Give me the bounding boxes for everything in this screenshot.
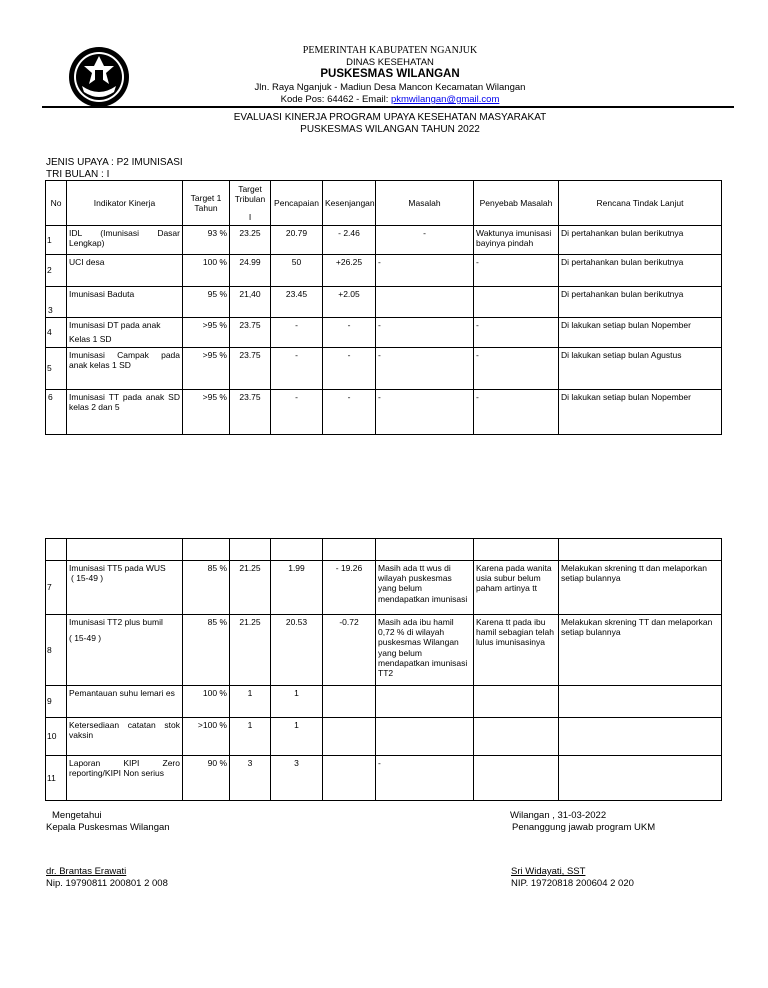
cell-no: 6 bbox=[46, 390, 67, 435]
cell-rencana bbox=[559, 686, 722, 718]
header-pencapaian: Pencapaian bbox=[271, 181, 323, 226]
cell-penyebab bbox=[474, 718, 559, 756]
table-row bbox=[46, 686, 722, 718]
cell-target: >100 % bbox=[183, 718, 230, 756]
cell-indikator bbox=[67, 318, 183, 348]
cell-kesenjangan: - 2.46 bbox=[323, 226, 376, 255]
cell-indikator: Imunisasi TT pada anak SD kelas 2 dan 5 bbox=[67, 390, 183, 435]
cell-penyebab bbox=[474, 287, 559, 318]
table-row bbox=[46, 561, 722, 615]
cell-masalah: - bbox=[376, 226, 474, 255]
cell-masalah bbox=[376, 718, 474, 756]
cell-kesenjangan bbox=[323, 718, 376, 756]
cell-tribulan: 23.75 bbox=[230, 390, 271, 435]
cell-target: 100 % bbox=[183, 686, 230, 718]
cell-pencapaian: 20.53 bbox=[271, 615, 323, 686]
header-puskesmas: PUSKESMAS WILANGAN bbox=[320, 68, 460, 80]
cell-kesenjangan bbox=[323, 686, 376, 718]
cell-no: 3 bbox=[46, 287, 67, 318]
table-row bbox=[46, 318, 722, 348]
cell-pencapaian: 23.45 bbox=[271, 287, 323, 318]
header-rencana: Rencana Tindak Lanjut bbox=[559, 181, 722, 226]
cell-penyebab: - bbox=[474, 348, 559, 390]
cell-indikator: UCI desa bbox=[67, 255, 183, 287]
cell-indikator: Ketersediaan catatan stok vaksin bbox=[67, 718, 183, 756]
cell-rencana: Di pertahankan bulan berikutnya bbox=[559, 287, 722, 318]
tri-bulan: TRI BULAN : I bbox=[46, 169, 110, 180]
cell-pencapaian: 1.99 bbox=[271, 561, 323, 615]
evaluation-table-part2 bbox=[45, 538, 722, 801]
cell-penyebab bbox=[474, 756, 559, 801]
cell-tribulan: 1 bbox=[230, 686, 271, 718]
cell-kesenjangan: +2.05 bbox=[323, 287, 376, 318]
cell-tribulan: 23.75 bbox=[230, 318, 271, 348]
cell-masalah: - bbox=[376, 255, 474, 287]
cell-indikator: IDL (Imunisasi Dasar Lengkap) bbox=[67, 226, 183, 255]
cell-tribulan: 23.75 bbox=[230, 348, 271, 390]
cell-pencapaian: 50 bbox=[271, 255, 323, 287]
header-address: Jln. Raya Nganjuk - Madiun Desa Mancon Kecamatan Wilangan bbox=[254, 82, 526, 93]
cell-kesenjangan: - 19.26 bbox=[323, 561, 376, 615]
cell-kesenjangan: +26.25 bbox=[323, 255, 376, 287]
table-row bbox=[46, 615, 722, 686]
table-row bbox=[46, 287, 722, 318]
cell-masalah: - bbox=[376, 756, 474, 801]
cell-tribulan: 21.25 bbox=[230, 615, 271, 686]
cell-indikator: Laporan KIPI Zero reporting/KIPI Non serius bbox=[67, 756, 183, 801]
kabupaten-emblem-logo bbox=[68, 46, 130, 108]
cell-target: 93 % bbox=[183, 226, 230, 255]
header-target-tribulan-sub: I bbox=[248, 212, 252, 223]
cell-penyebab: - bbox=[474, 318, 559, 348]
cell-no: 4 bbox=[46, 318, 67, 348]
cell-indikator-line1: Imunisasi DT pada anak bbox=[69, 320, 161, 330]
cell-rencana: Melakukan skrening tt dan melaporkan setiap bulannya bbox=[559, 561, 722, 615]
cell-kesenjangan: - bbox=[323, 390, 376, 435]
cell-penyebab: Karena tt pada ibu hamil sebagian telah lulus imunisasinya bbox=[474, 615, 559, 686]
header-government: PEMERINTAH KABUPATEN NGANJUK bbox=[302, 45, 478, 56]
header-divider bbox=[42, 106, 734, 108]
cell-pencapaian: 1 bbox=[271, 686, 323, 718]
cell-indikator: Imunisasi Campak pada anak kelas 1 SD bbox=[67, 348, 183, 390]
table-row bbox=[46, 255, 722, 287]
cell-pencapaian: 3 bbox=[271, 756, 323, 801]
header-no: No bbox=[46, 181, 67, 226]
evaluation-table-part1 bbox=[45, 180, 722, 435]
table-row bbox=[46, 226, 722, 255]
sign-left-title: Kepala Puskesmas Wilangan bbox=[46, 822, 170, 833]
sign-right-title: Penanggung jawab program UKM bbox=[512, 822, 656, 833]
cell-pencapaian: - bbox=[271, 318, 323, 348]
cell-pencapaian: 20.79 bbox=[271, 226, 323, 255]
cell-indikator bbox=[67, 615, 183, 686]
cell-indikator-line2: ( 15-49 ) bbox=[71, 573, 104, 584]
cell-masalah: Masih ada tt wus di wilayah puskesmas yang belum mendapatkan imunisasi bbox=[376, 561, 474, 615]
header-masalah: Masalah bbox=[376, 181, 474, 226]
cell-pencapaian: - bbox=[271, 348, 323, 390]
cell-tribulan: 23.25 bbox=[230, 226, 271, 255]
cell-kesenjangan: - bbox=[323, 348, 376, 390]
table-header-row bbox=[46, 181, 722, 226]
report-subtitle: PUSKESMAS WILANGAN TAHUN 2022 bbox=[300, 124, 480, 135]
cell-penyebab: Waktunya imunisasi bayinya pindah bbox=[474, 226, 559, 255]
cell-penyebab bbox=[474, 686, 559, 718]
cell-rencana bbox=[559, 718, 722, 756]
cell-target: >95 % bbox=[183, 390, 230, 435]
sign-right-nip: NIP. 19720818 200604 2 020 bbox=[511, 878, 634, 889]
cell-masalah: - bbox=[376, 348, 474, 390]
cell-tribulan: 21,40 bbox=[230, 287, 271, 318]
cell-no: 11 bbox=[46, 756, 67, 801]
cell-no: 8 bbox=[46, 615, 67, 686]
header-contact bbox=[190, 94, 590, 105]
sign-right-name: Sri Widayati, SST bbox=[511, 866, 586, 877]
cell-rencana: Di lakukan setiap bulan Nopember bbox=[559, 318, 722, 348]
cell-tribulan: 1 bbox=[230, 718, 271, 756]
cell-masalah: - bbox=[376, 318, 474, 348]
cell-masalah: Masih ada ibu hamil 0,72 % di wilayah puskesmas Wilangan yang belum mendapatkan imunisasi TT2 bbox=[376, 615, 474, 686]
cell-penyebab: Karena pada wanita usia subur belum paham artinya tt bbox=[474, 561, 559, 615]
sign-left-mengetahui: Mengetahui bbox=[52, 810, 102, 821]
sign-right-date: Wilangan , 31-03-2022 bbox=[510, 810, 607, 821]
cell-no: 5 bbox=[46, 348, 67, 390]
table-row bbox=[46, 390, 722, 435]
cell-kesenjangan: -0.72 bbox=[323, 615, 376, 686]
header-postal: Kode Pos: 64462 - Email: bbox=[280, 94, 391, 105]
report-title: EVALUASI KINERJA PROGRAM UPAYA KESEHATAN MASYARAKAT bbox=[233, 112, 547, 123]
cell-penyebab: - bbox=[474, 390, 559, 435]
cell-target: >95 % bbox=[183, 348, 230, 390]
cell-indikator: Pemantauan suhu lemari es bbox=[67, 686, 183, 718]
cell-no: 9 bbox=[46, 686, 67, 718]
cell-target: 85 % bbox=[183, 561, 230, 615]
header-target-tribulan-label: Target Tribulan bbox=[234, 183, 266, 204]
header-kesenjangan: Kesenjangan bbox=[323, 181, 376, 226]
cell-no: 10 bbox=[46, 718, 67, 756]
cell-rencana: Di lakukan setiap bulan Nopember bbox=[559, 390, 722, 435]
cell-rencana: Di pertahankan bulan berikutnya bbox=[559, 226, 722, 255]
cell-target: 90 % bbox=[183, 756, 230, 801]
cell-no: 7 bbox=[46, 561, 67, 615]
cell-target: >95 % bbox=[183, 318, 230, 348]
table-empty-row bbox=[46, 539, 722, 561]
table-row bbox=[46, 718, 722, 756]
header-penyebab: Penyebab Masalah bbox=[474, 181, 559, 226]
sign-left-nip: Nip. 19790811 200801 2 008 bbox=[46, 878, 168, 889]
cell-no: 2 bbox=[46, 255, 67, 287]
sign-left-name: dr. Brantas Erawati bbox=[46, 866, 127, 877]
cell-pencapaian: 1 bbox=[271, 718, 323, 756]
cell-kesenjangan: - bbox=[323, 318, 376, 348]
cell-indikator-line1: Imunisasi TT5 pada WUS bbox=[69, 563, 166, 573]
cell-target: 85 % bbox=[183, 615, 230, 686]
table-row bbox=[46, 756, 722, 801]
cell-target: 95 % bbox=[183, 287, 230, 318]
cell-rencana bbox=[559, 756, 722, 801]
cell-rencana: Melakukan skrening TT dan melaporkan setiap bulannya bbox=[559, 615, 722, 686]
cell-target: 100 % bbox=[183, 255, 230, 287]
cell-tribulan: 24.99 bbox=[230, 255, 271, 287]
cell-kesenjangan bbox=[323, 756, 376, 801]
jenis-upaya: JENIS UPAYA : P2 IMUNISASI bbox=[46, 157, 183, 168]
header-target-tribulan bbox=[230, 181, 271, 226]
table-row bbox=[46, 348, 722, 390]
cell-penyebab: - bbox=[474, 255, 559, 287]
cell-indikator: Imunisasi Baduta bbox=[67, 287, 183, 318]
cell-rencana: Di lakukan setiap bulan Agustus bbox=[559, 348, 722, 390]
cell-indikator-line2: ( 15-49 ) bbox=[69, 633, 102, 644]
cell-no: 1 bbox=[46, 226, 67, 255]
cell-tribulan: 3 bbox=[230, 756, 271, 801]
cell-rencana: Di pertahankan bulan berikutnya bbox=[559, 255, 722, 287]
cell-masalah bbox=[376, 287, 474, 318]
header-email-link[interactable]: pkmwilangan@gmail.com bbox=[390, 94, 500, 105]
cell-pencapaian: - bbox=[271, 390, 323, 435]
header-indikator: Indikator Kinerja bbox=[67, 181, 183, 226]
cell-masalah: - bbox=[376, 390, 474, 435]
cell-tribulan: 21.25 bbox=[230, 561, 271, 615]
cell-indikator bbox=[67, 561, 183, 615]
cell-indikator-line2: Kelas 1 SD bbox=[69, 334, 112, 345]
cell-masalah bbox=[376, 686, 474, 718]
header-target-tahun: Target 1 Tahun bbox=[183, 181, 230, 226]
cell-indikator-line1: Imunisasi TT2 plus bumil bbox=[69, 617, 163, 627]
header-department: DINAS KESEHATAN bbox=[346, 57, 434, 68]
